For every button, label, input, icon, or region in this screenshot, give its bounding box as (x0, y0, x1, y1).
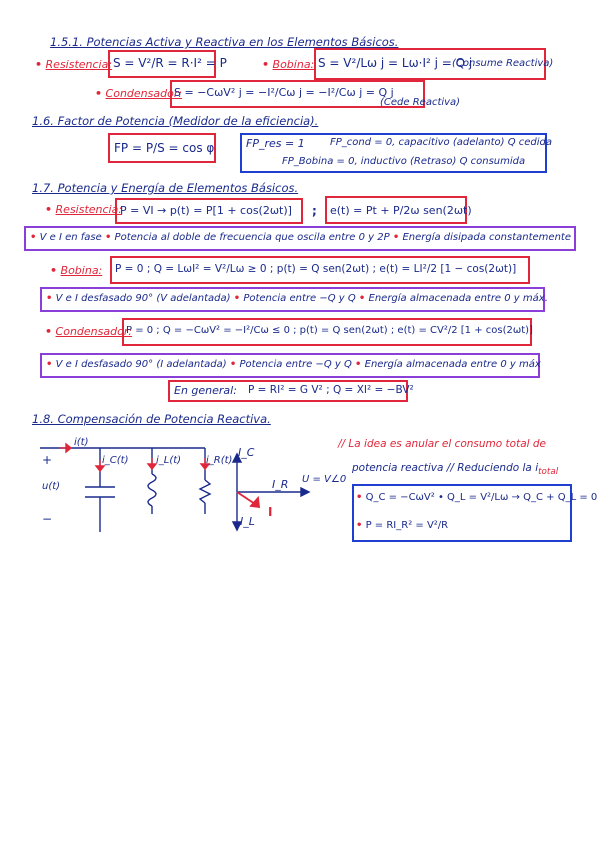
s17-condensador-label: • Condensador: (45, 325, 133, 338)
phasor-label-ir: I_R (272, 478, 289, 491)
phasor-label-ic: I_C (238, 446, 255, 459)
resistencia-label: • Resistencia: (35, 58, 113, 71)
circuit-label-ut: u(t) (42, 481, 61, 492)
section-1-7-title: 1.7. Potencia y Energía de Elementos Básicos. (32, 181, 299, 195)
phasor-i-line (237, 492, 255, 504)
section-1-6-title: 1.6. Factor de Potencia (Medidor de la eficiencia). (32, 114, 319, 128)
res-notes: • V e I en fase • Potencia al doble de frecuencia que oscila entre 0 y 2P • Energía disipada constantemente (30, 232, 571, 243)
circuit-plus: + (42, 453, 53, 467)
phasor-label-i: I (268, 505, 273, 519)
general-label: En general: (174, 384, 237, 397)
bob-notes: • V e I desfasado 90° (V adelantada) • Potencia entre −Q y Q • Energía almacenada entre 0 y máx. (46, 293, 548, 304)
circuit-label-il: i_L(t) (156, 455, 182, 466)
idea-line-1: // La idea es anular el consumo total de (338, 438, 547, 450)
inductor-coil (148, 474, 156, 506)
condensador-note: (Cede Reactiva) (380, 97, 461, 108)
res-semicolon: ; (312, 204, 317, 218)
fp-bob: FP_Bobina = 0, inductivo (Retraso) Q consumida (282, 156, 526, 167)
section-1-8-title: 1.8. Compensación de Potencia Reactiva. (32, 412, 271, 426)
il-arrowhead (148, 464, 156, 469)
circuit-label-it: i(t) (74, 437, 89, 448)
condensador-label: • Condensador: (95, 87, 183, 100)
bobina-note: (Consume Reactiva) (452, 58, 554, 69)
bob-formula: P = 0 ; Q = LωI² = V²/Lω ≥ 0 ; p(t) = Q sen(2ωt) ; e(t) = LI²/2 [1 − cos(2ωt)] (115, 263, 517, 275)
fp-res: FP_res = 1 (246, 137, 305, 150)
phasor-ir-head (301, 488, 309, 496)
res-power-formula: P = VI → p(t) = P[1 + cos(2ωt)] (120, 204, 292, 217)
circuit-label-ir: i_R(t) (206, 455, 233, 466)
cond-notes: • V e I desfasado 90° (I adelantada) • Potencia entre −Q y Q • Energía almacenada entre 0 y máx (46, 359, 541, 370)
condensador-formula: S = −CωV² j = −I²/Cω j = −I²/Cω j = Q j (174, 86, 394, 99)
s17-bobina-label: • Bobina: (50, 264, 103, 277)
ic-arrowhead (96, 466, 104, 471)
general-formula: P = RI² = G V² ; Q = XI² = −BV² (248, 384, 414, 396)
compensation-formula-1: • Q_C = −CωV² • Q_L = V²/Lω → Q_C + Q_L = 0 (356, 492, 598, 503)
section-1-5-1-title: 1.5.1. Potencias Activa y Reactiva en los Elementos Básicos. (50, 35, 399, 49)
resistor-zigzag (200, 480, 210, 503)
s17-resistencia-label: • Resistencia: (45, 203, 123, 216)
cond-formula: P = 0 ; Q = −CωV² = −I²/Cω ≤ 0 ; p(t) = Q sen(2ωt) ; e(t) = CV²/2 [1 + cos(2ωt)] (126, 325, 533, 336)
circuit-minus: − (42, 512, 53, 526)
fp-formula: FP = P/S = cos φ (114, 141, 215, 155)
idea-line-2: potencia reactiva // Reduciendo la $i_{total}$ (352, 462, 559, 478)
fp-cond: FP_cond = 0, capacitivo (adelanto) Q cedida (330, 137, 553, 148)
circuit-label-ic: i_C(t) (102, 455, 129, 466)
bobina-formula: S = V²/Lω j = Lω·I² j = Q j (318, 56, 473, 70)
bobina-label: • Bobina: (262, 58, 315, 71)
phasor-label-u: U = V∠0 (302, 474, 347, 485)
res-energy-formula: e(t) = Pt + P/2ω sen(2ωt) (330, 204, 472, 217)
phasor-label-il: I_L (240, 515, 255, 528)
resistencia-formula: S = V²/R = R·I² = P (113, 56, 227, 70)
it-arrowhead (66, 444, 71, 452)
compensation-formula-2: • P = RI_R² = V²/R (356, 520, 449, 531)
